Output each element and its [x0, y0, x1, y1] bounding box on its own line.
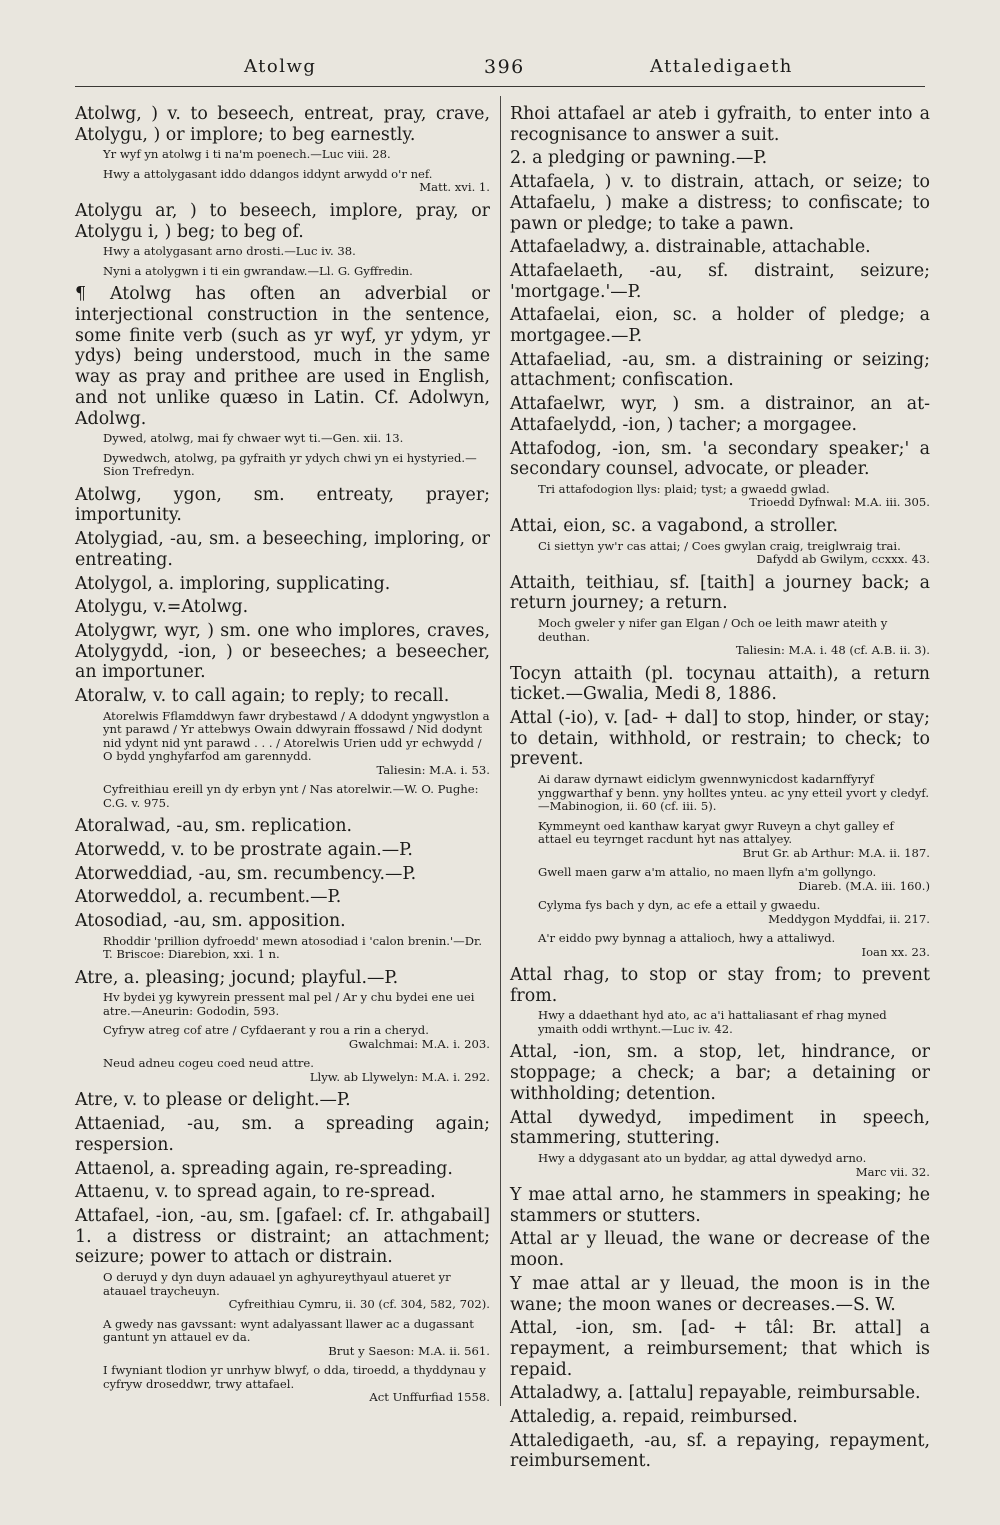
quotation-text: I fwyniant tlodion yr unrhyw blwyf, o dda, tiroedd, a thyddynau y cyfryw droseddwr, trwy attafael. — [103, 1363, 486, 1391]
entry-text: Atolwg, ygon, sm. entreaty, prayer; importunity. — [75, 484, 490, 526]
entry-text: Attaledigaeth, -au, sf. a repaying, repayment, reimbursement. — [510, 1430, 930, 1472]
citation: Brut y Saeson: M.A. ii. 561. — [328, 1343, 490, 1358]
quotation — [75, 783, 490, 810]
entry-text: Atorwedd, v. to be prostrate again.—P. — [75, 839, 413, 860]
dictionary-entry — [510, 1318, 930, 1380]
dictionary-entry — [510, 1042, 930, 1104]
citation: Meddygon Myddfai, ii. 217. — [768, 911, 930, 926]
quotation-text: Hwy a ddygasant ato un byddar, ag attal dywedyd arno. — [538, 1151, 867, 1165]
dictionary-entry — [510, 350, 930, 391]
quotation-text: Hwy a attolygasant iddo ddangos iddynt arwydd o'r nef. — [103, 166, 433, 181]
dictionary-entry — [75, 840, 490, 861]
dictionary-entry — [510, 1383, 930, 1404]
quotation-text: Nyni a atolygwn i ti ein gwrandaw.—Ll. G. Gyffredin. — [103, 263, 413, 278]
dictionary-entry — [510, 1229, 930, 1270]
quotation — [510, 540, 930, 567]
citation: Llyw. ab Llywelyn: M.A. i. 292. — [309, 1069, 490, 1084]
dictionary-entry — [75, 864, 490, 885]
citation: Diareb. (M.A. iii. 160.) — [798, 878, 930, 893]
dictionary-entry — [75, 485, 490, 526]
dictionary-entry — [75, 1090, 490, 1111]
quotation-text: Ai daraw dyrnawt eidiclym gwennwynicdost kadarnffyryf ynggwarthaf y benn. yny holltes ynteu. ac yny etteil yvort y cledyf.—Mabinogion, ii. 60 (cf. iii. 5). — [538, 772, 930, 814]
page-number: 396 — [484, 56, 525, 78]
quotation — [75, 1057, 490, 1084]
entry-text: Atre, v. to please or delight.—P. — [75, 1090, 351, 1111]
quotation — [75, 1271, 490, 1312]
entry-text: Atorweddol, a. recumbent.—P. — [75, 887, 342, 908]
entry-text: Attafaelaeth, -au, sf. distraint, seizure; 'mortgage.'—P. — [510, 260, 930, 302]
entry-text: Attal (-io), v. [ad- + dal] to stop, hinder, or stay; to detain, withhold, or restrain; to check; to prevent. — [510, 707, 930, 770]
citation: Dafydd ab Gwilym, ccxxx. 43. — [756, 552, 930, 567]
dictionary-entry — [75, 597, 490, 618]
entry-text: ¶ Atolwg has often an adverbial or interjectional construction in the sentence, some finite verb (such as yr wyf, yr ydym, yr ydys) being understood, much in the same way as pray and prithee are used in English, and not unlike quæso in Latin. Cf. Adolwyn, Adolwg. — [75, 284, 490, 429]
quotation — [510, 932, 930, 959]
entry-text: Attaenu, v. to spread again, to re-spread. — [75, 1182, 436, 1203]
quotation-text: Cylyma fys bach y dyn, ac efe a ettail y gwaedu. — [538, 898, 821, 913]
dictionary-entry — [510, 172, 930, 234]
entry-text: Atolwg, ) v. to beseech, entreat, pray, crave, Atolygu, ) or implore; to beg earnestly. — [75, 104, 490, 145]
dictionary-entry — [510, 965, 930, 1006]
entry-text: Attal dywedyd, impediment in speech, stammering, stuttering. — [510, 1107, 930, 1149]
dictionary-entry — [510, 1274, 930, 1315]
quotation-text: Neud adneu cogeu coed neud attre. — [103, 1056, 314, 1071]
entry-text: Attafodog, -ion, sm. 'a secondary speaker;' a secondary counsel, advocate, or pleader. — [510, 438, 930, 480]
entry-text: Atolygol, a. imploring, supplicating. — [75, 573, 391, 594]
dictionary-entry — [75, 574, 490, 595]
left-column — [75, 104, 490, 1411]
quotation-text: Cyfryw atreg cof atre / Cyfdaerant y rou a rin a cheryd. — [103, 1023, 429, 1038]
citation: Taliesin: M.A. i. 53. — [376, 762, 490, 777]
dictionary-entry — [510, 439, 930, 480]
dictionary-entry — [510, 708, 930, 770]
dictionary-entry — [510, 104, 930, 145]
quotation — [510, 617, 930, 658]
entry-text: Atorweddiad, -au, sm. recumbency.—P. — [75, 863, 417, 884]
entry-text: Attafael, -ion, -au, sm. [gafael: cf. Ir. athgabail] 1. a distress or distraint; an attachment; seizure; power to attach or distrain. — [75, 1206, 490, 1268]
quotation-text: A'r eiddo pwy bynnag a attalioch, hwy a attaliwyd. — [538, 931, 836, 946]
entry-text: Attai, eion, sc. a vagabond, a stroller. — [510, 515, 839, 536]
dictionary-entry — [510, 148, 930, 169]
quotation-text: Dywedwch, atolwg, pa gyfraith yr ydych chwi yn ei hystyried.—Sion Trefredyn. — [103, 450, 477, 479]
quotation-text: Rhoddir 'prillion dyfroedd' mewn atosodiad i 'calon brenin.'—Dr. T. Briscoe: Diarebion, xxi. 1 n. — [103, 933, 482, 962]
quotation-text: Cyfreithiau ereill yn dy erbyn ynt / Nas atorelwir.—W. O. Pughe: C.G. v. 975. — [103, 782, 479, 810]
dictionary-entry — [510, 305, 930, 346]
quotation — [510, 899, 930, 926]
quotation — [510, 1152, 930, 1179]
dictionary-entry — [75, 911, 490, 932]
citation: Ioan xx. 23. — [861, 944, 930, 959]
entry-text: 2. a pledging or pawning.—P. — [510, 148, 768, 169]
dictionary-entry — [510, 1431, 930, 1472]
quotation — [510, 483, 930, 510]
citation: Cyfreithiau Cymru, ii. 30 (cf. 304, 582, 702). — [228, 1297, 490, 1312]
column-divider — [500, 96, 501, 1406]
entry-text: Attafaelwr, wyr, ) sm. a distrainor, an at- Attafaelydd, -ion, ) tacher; a morgagee. — [510, 394, 930, 435]
quotation — [75, 432, 490, 446]
dictionary-entry — [75, 284, 490, 429]
entry-text: Attafaelai, eion, sc. a holder of pledge; a mortgagee.—P. — [510, 305, 930, 347]
entry-text: Attal rhag, to stop or stay from; to prevent from. — [510, 965, 930, 1006]
entry-text: Attaith, teithiau, sf. [taith] a journey back; a return journey; a return. — [510, 572, 930, 614]
quotation — [75, 168, 490, 195]
entry-text: Attal, -ion, sm. a stop, let, hindrance, or stoppage; a check; a bar; a detaining or withholding; detention. — [510, 1042, 930, 1104]
citation: Matt. xvi. 1. — [419, 180, 490, 195]
quotation-text: Dywed, atolwg, mai fy chwaer wyt ti.—Gen. xii. 13. — [103, 431, 404, 446]
quotation — [75, 1318, 490, 1359]
entry-text: Rhoi attafael ar ateb i gyfraith, to enter into a recognisance to answer a suit. — [510, 104, 930, 145]
citation: Trioedd Dyfnwal: M.A. iii. 305. — [749, 495, 930, 510]
dictionary-entry — [75, 1114, 490, 1155]
quotation — [510, 866, 930, 893]
running-head-right: Attaledigaeth — [650, 56, 793, 77]
dictionary-entry — [75, 1159, 490, 1180]
header-rule — [75, 86, 925, 87]
entry-text: Attafaela, ) v. to distrain, attach, or seize; to Attafaelu, ) make a distress; to confiscate; to pawn or pledge; to take a pawn. — [510, 172, 930, 234]
citation: Taliesin: M.A. i. 48 (cf. A.B. ii. 3). — [735, 643, 930, 658]
entry-text: Atolygwr, wyr, ) sm. one who implores, craves, Atolygydd, -ion, ) or beseeches; a beseecher, an importuner. — [75, 620, 490, 683]
dictionary-entry — [75, 1206, 490, 1268]
quotation-text: Yr wyf yn atolwg i ti na'm poenech.—Luc viii. 28. — [103, 147, 391, 162]
dictionary-entry — [75, 887, 490, 908]
entry-text: Attafaeladwy, a. distrainable, attachable. — [510, 237, 871, 258]
dictionary-entry — [510, 664, 930, 705]
quotation-text: O deruyd y dyn duyn adauael yn aghyureythyaul atueret yr atauael traycheuyn. — [103, 1270, 451, 1298]
dictionary-entry — [510, 1407, 930, 1428]
entry-text: Atre, a. pleasing; jocund; playful.—P. — [75, 967, 399, 988]
dictionary-entry — [510, 1108, 930, 1149]
quotation-text: Hv bydei yg kywyrein pressent mal pel / Ar y chu bydei ene uei atre.—Aneurin: Gododin, 593. — [103, 990, 475, 1018]
citation: Brut Gr. ab Arthur: M.A. ii. 187. — [742, 845, 930, 860]
entry-text: Attaledig, a. repaid, reimbursed. — [510, 1407, 798, 1428]
entry-text: Atolygu, v.=Atolwg. — [75, 597, 249, 618]
dictionary-entry — [510, 1185, 930, 1226]
dictionary-entry — [510, 394, 930, 435]
entry-text: Y mae attal ar y lleuad, the moon is in the wane; the moon wanes or decreases.—S. W. — [510, 1273, 930, 1315]
citation: Act Unffurfiad 1558. — [369, 1390, 490, 1405]
entry-text: Atosodiad, -au, sm. apposition. — [75, 911, 346, 932]
quotation-text: Tri attafodogion llys: plaid; tyst; a gwaedd gwlad. — [538, 481, 830, 496]
quotation-text: A gwedy nas gavssant: wynt adalyassant llawer ac a dugassant gantunt yn attauel ev da. — [103, 1316, 474, 1345]
quotation — [75, 265, 490, 279]
dictionary-entry — [75, 104, 490, 145]
dictionary-entry — [75, 201, 490, 242]
entry-text: Atoralwad, -au, sm. replication. — [75, 816, 353, 837]
quotation — [75, 245, 490, 259]
dictionary-entry — [75, 968, 490, 989]
quotation — [510, 773, 930, 814]
dictionary-entry — [510, 237, 930, 258]
quotation-text: Hwy a ddaethant hyd ato, ac a'i hattaliasant ef rhag myned ymaith oddi wrthynt.—Luc iv. 42. — [538, 1008, 887, 1036]
quotation-text: Kymmeynt oed kanthaw karyat gwyr Ruveyn a chyt galley ef attael eu teyrnget racdunt hyt nas attalyey. — [538, 818, 894, 847]
citation: Gwalchmai: M.A. i. 203. — [348, 1036, 490, 1051]
quotation — [75, 991, 490, 1018]
quotation — [510, 1009, 930, 1036]
entry-text: Attal ar y lleuad, the wane or decrease of the moon. — [510, 1229, 930, 1271]
right-column — [510, 104, 930, 1475]
quotation — [75, 710, 490, 778]
citation: Marc vii. 32. — [855, 1164, 930, 1179]
dictionary-entry — [510, 573, 930, 614]
entry-text: Y mae attal arno, he stammers in speaking; he stammers or stutters. — [510, 1185, 930, 1226]
entry-text: Tocyn attaith (pl. tocynau attaith), a return ticket.—Gwalia, Medi 8, 1886. — [510, 663, 930, 705]
entry-text: Atolygiad, -au, sm. a beseeching, imploring, or entreating. — [75, 529, 490, 570]
entry-text: Attaenol, a. spreading again, re-spreading. — [75, 1158, 453, 1179]
entry-text: Attafaeliad, -au, sm. a distraining or seizing; attachment; confiscation. — [510, 349, 930, 391]
quotation — [75, 1364, 490, 1405]
quotation — [75, 935, 490, 962]
dictionary-entry — [510, 261, 930, 302]
entry-text: Attaladwy, a. [attalu] repayable, reimbursable. — [510, 1383, 921, 1404]
dictionary-entry — [75, 621, 490, 683]
quotation-text: Moch gweler y nifer gan Elgan / Och oe leith mawr ateith y deuthan. — [538, 616, 888, 644]
running-head-left: Atolwg — [244, 56, 317, 77]
quotation-text: Atorelwis Fflamddwyn fawr drybestawd / A ddodynt yngwystlon a ynt parawd / Yr attebwys Owain ddwyrain ffossawd / Nid dodynt nid ydynt nid ynt parawd . . . / Atorelwis Urien udd yr echwydd / O bydd ynghyfarfod am garennydd. — [103, 708, 490, 764]
quotation — [75, 148, 490, 162]
quotation — [75, 452, 490, 479]
dictionary-entry — [75, 686, 490, 707]
entry-text: Atoralw, v. to call again; to reply; to recall. — [75, 686, 450, 707]
quotation — [75, 1024, 490, 1051]
quotation-text: Ci siettyn yw'r cas attai; / Coes gwylan craig, treiglwraig trai. — [538, 538, 901, 553]
entry-text: Attaeniad, -au, sm. a spreading again; respersion. — [75, 1114, 490, 1155]
entry-text: Atolygu ar, ) to beseech, implore, pray, or Atolygu i, ) beg; to beg of. — [75, 200, 490, 242]
dictionary-entry — [75, 529, 490, 570]
dictionary-entry — [75, 1182, 490, 1203]
dictionary-entry — [75, 816, 490, 837]
quotation-text: Gwell maen garw a'm attalio, no maen llyfn a'm gollyngo. — [538, 865, 877, 880]
entry-text: Attal, -ion, sm. [ad- + tâl: Br. attal] a repayment, a reimbursement; that which is repaid. — [510, 1318, 930, 1380]
quotation-text: Hwy a atolygasant arno drosti.—Luc iv. 38. — [103, 244, 356, 259]
dictionary-entry — [510, 516, 930, 537]
quotation — [510, 820, 930, 861]
